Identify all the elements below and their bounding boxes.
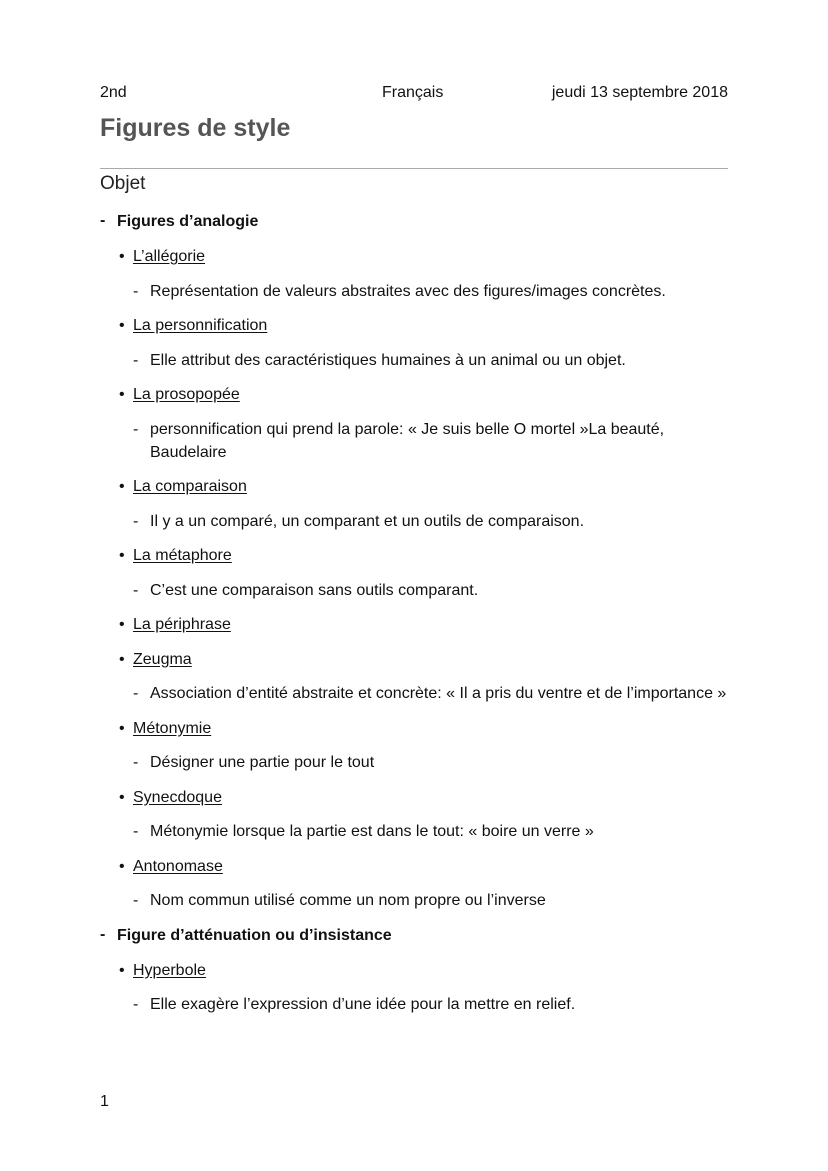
dash-icon: - — [133, 581, 139, 599]
detail-text: Elle attribut des caractéristiques humaines à un animal ou un objet. — [150, 351, 626, 369]
dash-icon: - — [100, 925, 106, 943]
bullet-icon: • — [119, 547, 125, 564]
page-number: 1 — [100, 1093, 109, 1110]
detail-text: Métonymie lorsque la partie est dans le tout: « boire un verre » — [150, 823, 594, 840]
list-item — [100, 245, 730, 268]
dash-icon: - — [133, 996, 139, 1013]
list-item-detail — [100, 889, 730, 912]
dash-icon: - — [133, 685, 139, 702]
section-heading — [100, 210, 730, 233]
header-subject: Français — [382, 84, 444, 101]
list-item-detail — [100, 579, 730, 602]
list-item-detail — [100, 820, 730, 843]
dash-icon: - — [133, 512, 139, 530]
bullet-icon: • — [119, 650, 125, 668]
bullet-icon: • — [119, 248, 125, 265]
section-heading-text: Figure d’atténuation ou d’insistance — [117, 926, 392, 944]
list-item — [100, 959, 730, 982]
bullet-icon: • — [119, 386, 125, 403]
dash-icon: - — [133, 754, 139, 771]
dash-icon: - — [133, 823, 139, 840]
detail-text: Désigner une partie pour le tout — [150, 754, 375, 771]
list-item-term: Antonomase — [133, 857, 223, 875]
list-item-term: L’allégorie — [133, 248, 206, 265]
bullet-icon: • — [119, 719, 125, 737]
bullet-icon: • — [119, 857, 125, 875]
dash-icon: - — [133, 420, 139, 438]
list-item-term: La périphrase — [133, 616, 231, 633]
list-item — [100, 786, 730, 809]
list-item — [100, 314, 730, 337]
bullet-icon: • — [119, 317, 125, 334]
dash-icon: - — [133, 282, 139, 300]
detail-text: Nom commun utilisé comme un nom propre ou l’inverse — [150, 892, 546, 909]
dash-icon: - — [133, 892, 139, 909]
list-item-detail — [100, 349, 730, 372]
detail-text: Représentation de valeurs abstraites avec des figures/images concrètes. — [150, 282, 666, 300]
list-item-term: La prosopopée — [133, 386, 240, 403]
bullet-icon: • — [119, 961, 125, 979]
bullet-icon: • — [119, 616, 125, 633]
section-subtitle: Objet — [100, 173, 146, 194]
list-item — [100, 855, 730, 878]
list-item-detail — [100, 418, 730, 464]
list-item-term: La métaphore — [133, 547, 232, 564]
list-item-term: La personnification — [133, 317, 268, 334]
list-item-term: Hyperbole — [133, 961, 206, 979]
list-item — [100, 383, 730, 406]
section-heading-text: Figures d’analogie — [117, 213, 259, 230]
detail-text: Association d’entité abstraite et concrète: « Il a pris du ventre et de l’importance » — [150, 685, 727, 702]
list-item — [100, 475, 730, 498]
header-date: jeudi 13 septembre 2018 — [551, 84, 728, 101]
dash-icon: - — [133, 351, 139, 369]
list-item-term: Métonymie — [133, 719, 212, 737]
bullet-icon: • — [119, 788, 125, 806]
list-item — [100, 544, 730, 567]
detail-text: C’est une comparaison sans outils comparant. — [150, 581, 479, 599]
list-item-detail — [100, 993, 730, 1016]
header-class: 2nd — [100, 84, 127, 101]
list-item-detail — [100, 280, 730, 303]
list-item-detail — [100, 682, 730, 705]
list-item — [100, 717, 730, 740]
list-item — [100, 613, 730, 636]
section-heading — [100, 924, 730, 947]
detail-text: Il y a un comparé, un comparant et un outils de comparaison. — [150, 512, 585, 530]
page-title: Figures de style — [100, 114, 291, 142]
list-item-detail — [100, 510, 730, 533]
list-item-term: Zeugma — [133, 650, 192, 668]
detail-text: personnification qui prend la parole: « Je suis belle O mortel »La beauté, Baudelaire — [150, 420, 665, 461]
list-item-term: Synecdoque — [133, 788, 222, 806]
detail-text: Elle exagère l’expression d’une idée pour la mettre en relief. — [150, 996, 576, 1013]
list-item-detail — [100, 751, 730, 774]
list-item — [100, 648, 730, 671]
bullet-icon: • — [119, 478, 125, 495]
divider — [100, 168, 728, 169]
dash-icon: - — [100, 212, 106, 229]
document-body — [100, 210, 730, 1028]
list-item-term: La comparaison — [133, 478, 247, 495]
